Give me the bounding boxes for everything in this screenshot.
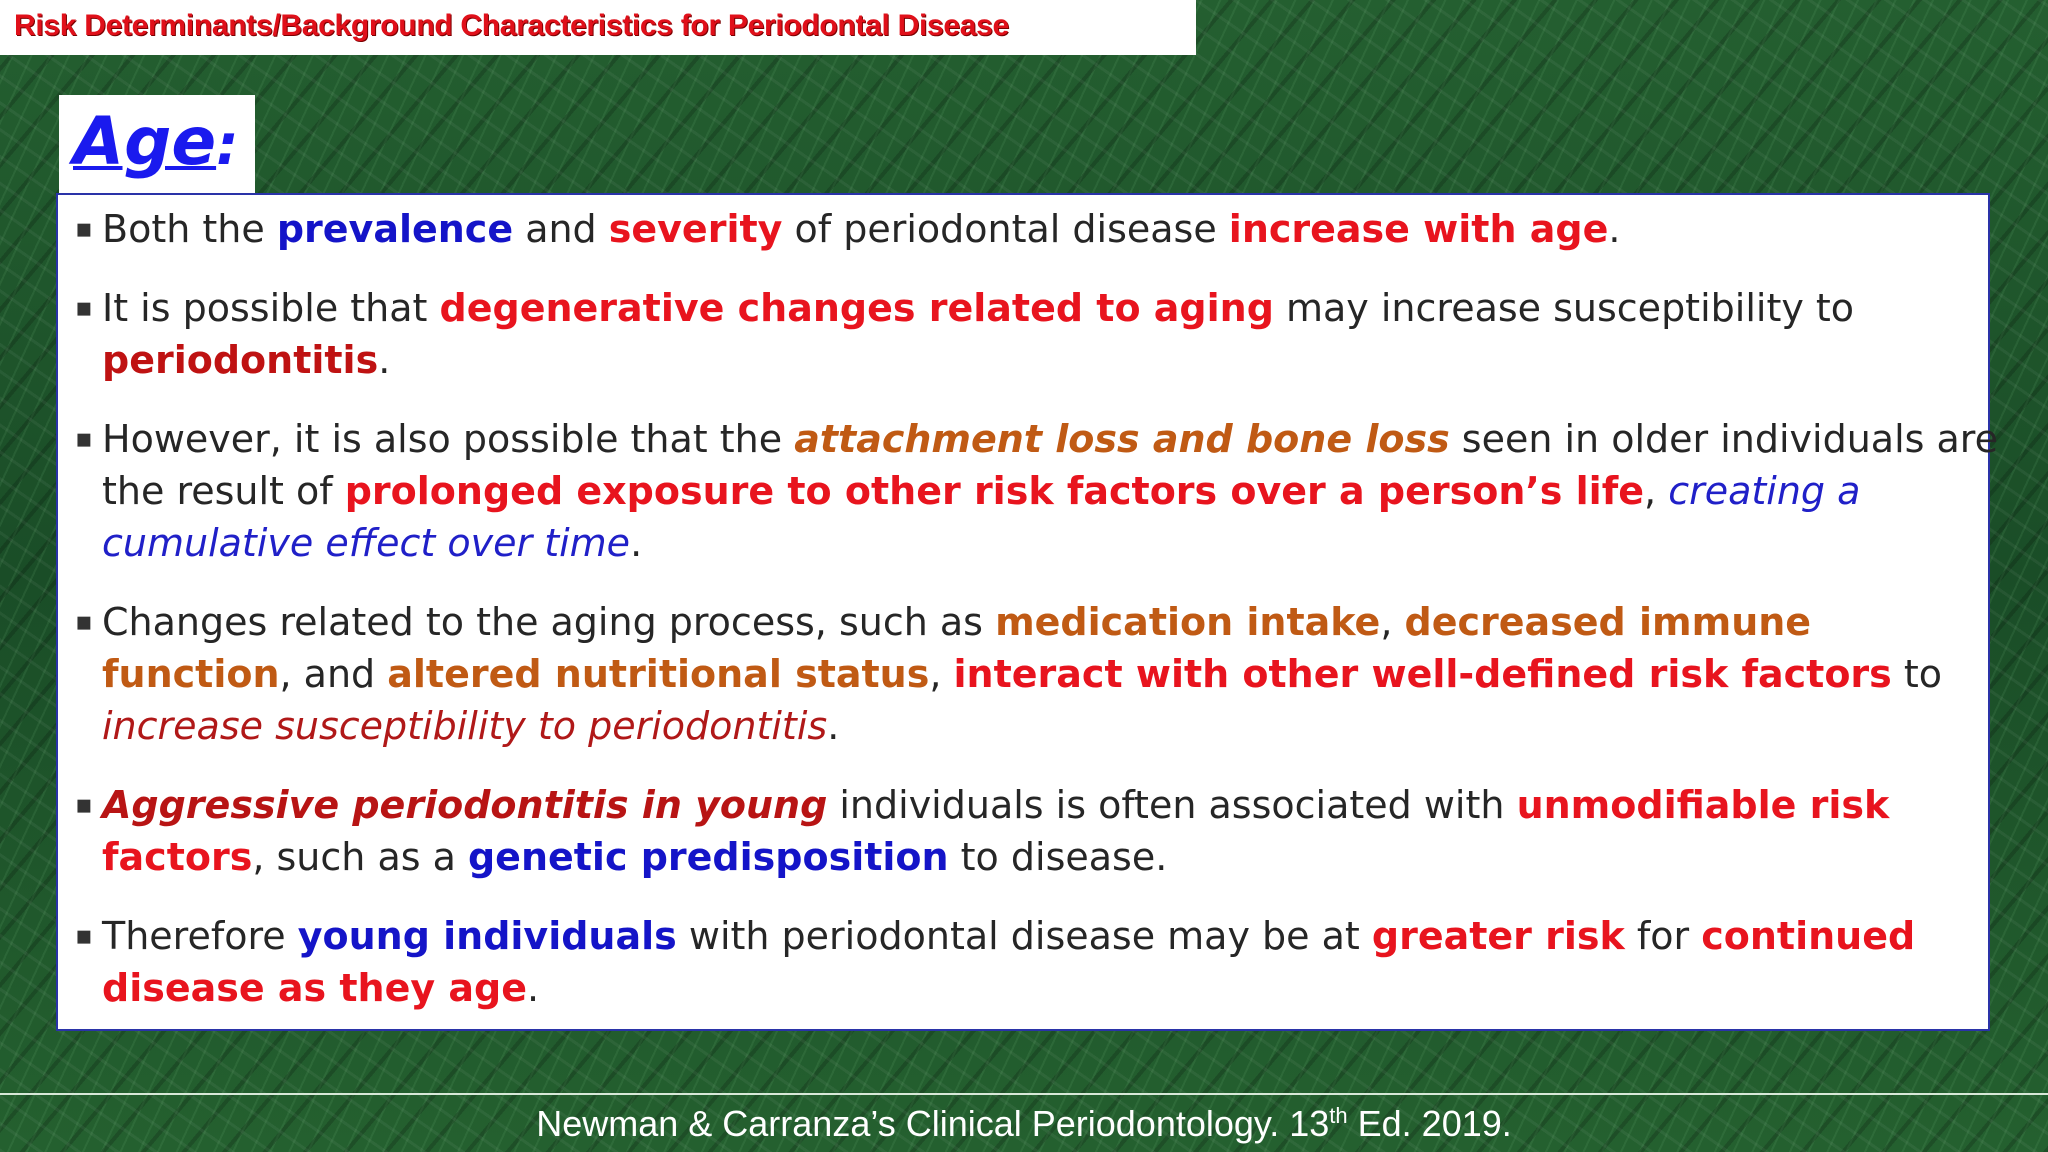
emphasis-text: unmodifiable risk factors [102,783,1890,879]
bullet-text: . [827,704,840,748]
emphasis-text: young individuals [297,914,677,958]
bullet-text: . [630,521,643,565]
emphasis-text: greater risk [1371,914,1625,958]
emphasis-text: increase with age [1228,207,1609,251]
bullet-text: seen in older individuals are the result of [102,417,1998,513]
slide-title: Risk Determinants/Background Characteristics for Periodontal Disease [14,9,1009,42]
emphasis-text: continued disease as they age [102,914,1916,1010]
bullet-marker-icon: ▪ [75,607,93,637]
bullet-marker-icon: ▪ [75,790,93,820]
bullet-item [75,779,2002,883]
bullet-text: and [513,207,609,251]
bullet-text: . [526,966,540,1010]
bullet-text: , such as a [252,835,468,879]
emphasis-text: genetic predisposition [467,835,949,879]
bullet-text: Therefore [102,914,298,958]
bullet-text: , [1644,469,1669,513]
bullet-marker-icon: ▪ [75,214,93,244]
section-heading-colon: : [216,113,239,178]
bullet-item [75,413,2002,569]
emphasis-text: altered nutritional status [387,652,930,696]
bullet-text: . [378,338,391,382]
bullet-text: individuals is often associated with [827,783,1517,827]
emphasis-text: increase susceptibility to periodontitis [102,704,828,748]
emphasis-text: medication intake [995,600,1381,644]
emphasis-text: decreased immune function [102,600,1812,696]
bullet-text: Both the [102,207,277,251]
section-tab [59,95,255,195]
bullet-text: Changes related to the aging process, such as [102,600,996,644]
footer-citation [0,1103,2048,1145]
bullet-marker-icon: ▪ [75,424,93,454]
header-bar [0,0,1196,55]
bullet-text: to [1891,652,1943,696]
bullet-text: to disease. [948,835,1168,879]
bullet-marker-icon: ▪ [75,293,93,323]
bullet-text: , and [279,652,388,696]
section-heading: Age [73,103,217,180]
bullet-text: . [1608,207,1621,251]
emphasis-text: Aggressive periodontitis in young [102,783,828,827]
bullet-text: , [929,652,954,696]
bullet-item [75,910,2002,1014]
emphasis-text: creating a cumulative effect over time [102,469,1861,565]
emphasis-text: degenerative changes related to aging [439,286,1274,330]
bullet-marker-icon: ▪ [75,921,93,951]
emphasis-text: prevalence [276,207,514,251]
bullet-text: with periodontal disease may be at [676,914,1372,958]
citation-superscript: th [1329,1103,1348,1128]
bullet-item [75,203,2002,255]
bullet-text: may increase susceptibility to [1273,286,1855,330]
bullet-item [75,282,2002,386]
citation-edition: Ed. 2019. [1347,1103,1512,1144]
emphasis-text: prolonged exposure to other risk factors over a person’s life [344,469,1645,513]
content-box [56,193,1998,1031]
footer-divider [0,1093,2048,1095]
emphasis-text: periodontitis [102,338,379,382]
emphasis-text: attachment loss and bone loss [794,417,1450,461]
bullet-text: , [1380,600,1405,644]
bullet-text: However, it is also possible that the [102,417,795,461]
emphasis-text: interact with other well-defined risk factors [953,652,1892,696]
bullet-item [75,596,2002,752]
bullet-text: It is possible that [102,286,440,330]
bullet-text: of periodontal disease [782,207,1229,251]
citation-text: Newman & Carranza’s Clinical Periodontology. 13 [536,1103,1330,1144]
bullet-text: for [1624,914,1702,958]
emphasis-text: severity [608,207,783,251]
